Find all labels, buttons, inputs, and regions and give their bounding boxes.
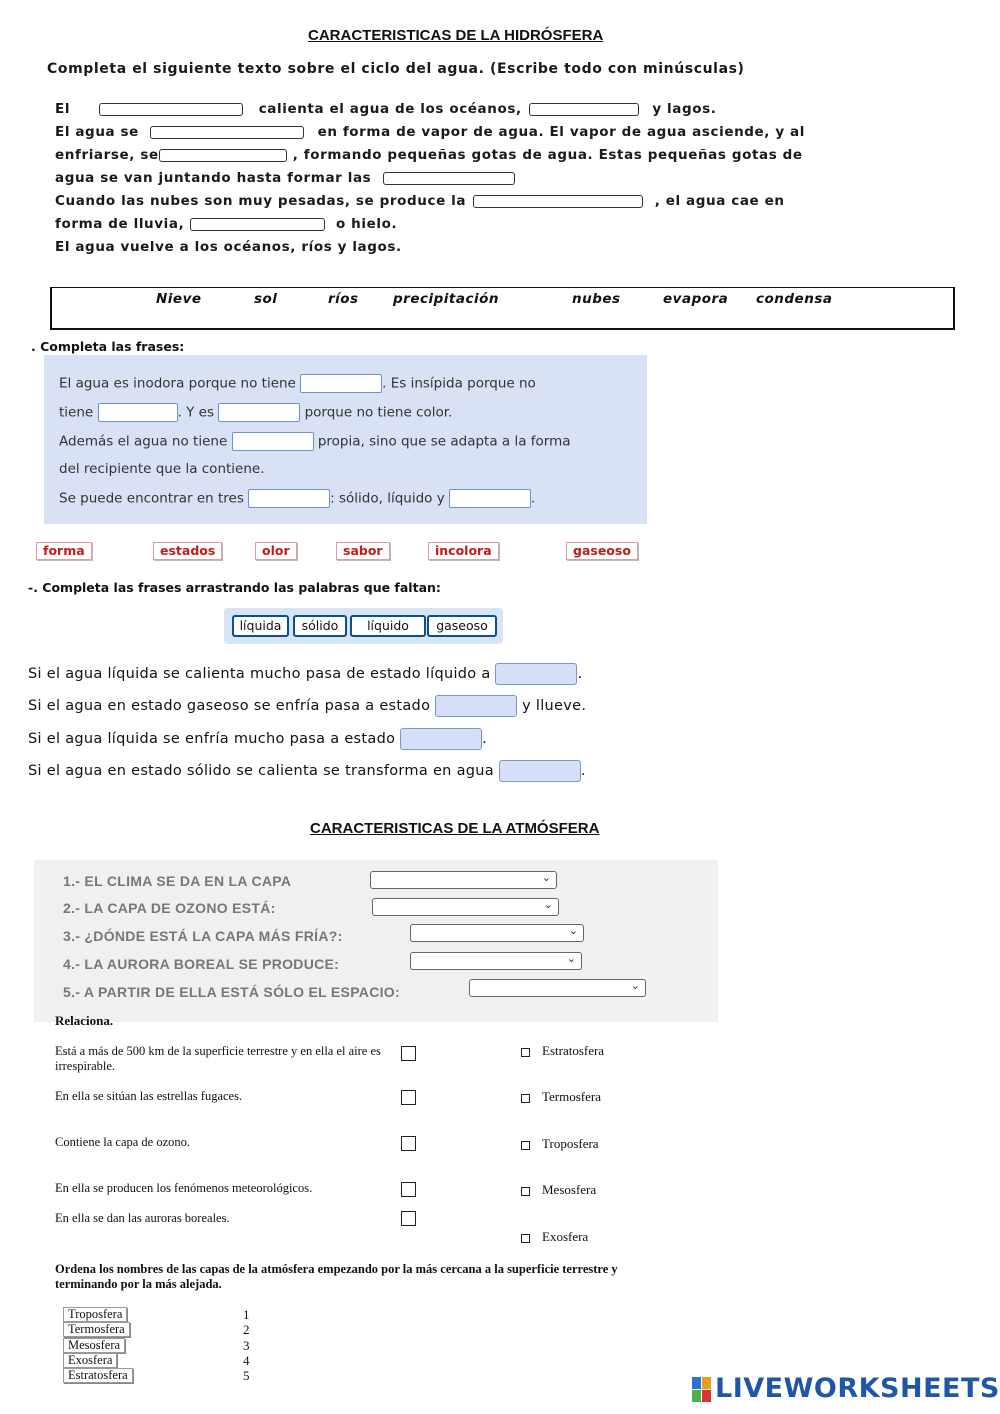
answer-input[interactable] xyxy=(383,172,515,185)
drag-chip[interactable]: gaseoso xyxy=(427,615,497,637)
relate-right-item[interactable] xyxy=(521,1043,604,1059)
text: Mesosfera xyxy=(542,1182,597,1197)
answer-select[interactable] xyxy=(410,952,582,970)
dropdown-question: 1.- EL CLIMA SE DA EN LA CAPA xyxy=(63,873,292,889)
match-checkbox[interactable] xyxy=(401,1046,416,1061)
word-bank-item[interactable]: evapora xyxy=(663,291,729,307)
text: enfriarse, se xyxy=(55,147,159,163)
answer-input[interactable] xyxy=(98,403,178,422)
order-number: 3 xyxy=(243,1338,250,1353)
word-bank-item[interactable]: ríos xyxy=(328,291,359,307)
text: Cuando las nubes son muy pesadas, se produce la xyxy=(55,193,467,209)
text: Termosfera xyxy=(542,1089,602,1104)
drag-chip[interactable]: forma xyxy=(36,542,92,560)
match-checkbox[interactable] xyxy=(401,1211,416,1226)
text: Estratosfera xyxy=(542,1043,605,1058)
state-sentence xyxy=(28,663,582,685)
order-chip[interactable]: Mesosfera xyxy=(63,1338,125,1353)
order-number: 5 xyxy=(243,1368,250,1383)
phrases-box xyxy=(44,355,647,524)
answer-drop-zone[interactable] xyxy=(400,728,482,750)
order-chip[interactable]: Estratosfera xyxy=(63,1368,133,1383)
chevron-down-icon: ⌄ xyxy=(568,924,578,937)
relate-left-item: Está a más de 500 km de la superficie terrestre y en ella el aire es irrespirable. xyxy=(55,1044,381,1073)
answer-drop-zone[interactable] xyxy=(435,695,517,717)
text: . Y es xyxy=(177,404,214,421)
text: . xyxy=(531,490,536,507)
text: Si el agua en estado sólido se calienta se transforma en agua xyxy=(28,763,494,779)
dropdown-question: 3.- ¿DÓNDE ESTÁ LA CAPA MÁS FRÍA?: xyxy=(63,928,343,944)
drag-chip[interactable]: líquido xyxy=(350,615,426,637)
phrase-line xyxy=(59,403,452,422)
logo-text: LIVEWORKSHEETS xyxy=(715,1373,1000,1404)
phrase-line xyxy=(59,432,571,451)
answer-drop-zone[interactable] xyxy=(499,760,581,782)
text: y llueve. xyxy=(522,698,587,714)
text: propia, sino que se adapta a la forma xyxy=(317,433,571,450)
answer-select[interactable] xyxy=(469,979,646,997)
text: . Es insípida porque no xyxy=(382,375,536,392)
match-checkbox[interactable] xyxy=(401,1136,416,1151)
checkbox-icon[interactable] xyxy=(521,1048,530,1057)
state-sentence xyxy=(28,695,586,717)
cycle-instruction: Completa el siguiente texto sobre el ciclo del agua. (Escribe todo con minúsculas) xyxy=(47,61,745,77)
text: : sólido, líquido y xyxy=(330,490,445,507)
state-sentence xyxy=(28,760,586,782)
drag-chip[interactable]: gaseoso xyxy=(566,542,638,560)
text: Se puede encontrar en tres xyxy=(59,490,244,507)
cycle-line-5 xyxy=(55,193,785,209)
checkbox-icon[interactable] xyxy=(521,1234,530,1243)
order-chip[interactable]: Troposfera xyxy=(63,1307,127,1322)
text: , formando pequeñas gotas de agua. Estas pequeñas gotas de xyxy=(292,147,803,163)
ordena-heading: Ordena los nombres de las capas de la atmósfera empezando por la más cercana a la superficie terrestre y terminando por la más alejada. xyxy=(55,1262,618,1291)
text: Troposfera xyxy=(542,1136,599,1151)
answer-input[interactable] xyxy=(529,103,639,116)
word-bank-item[interactable]: condensa xyxy=(756,291,833,307)
cycle-line-7: El agua vuelve a los océanos, ríos y lagos. xyxy=(55,239,402,255)
answer-input[interactable] xyxy=(473,195,643,208)
answer-input[interactable] xyxy=(248,489,330,508)
word-bank xyxy=(50,287,955,330)
text: . xyxy=(482,731,488,747)
word-bank-item[interactable]: Nieve xyxy=(156,291,202,307)
cycle-line-3 xyxy=(55,147,803,163)
text: o hielo. xyxy=(335,216,398,232)
text: . xyxy=(580,763,586,779)
relate-left-item: En ella se sitúan las estrellas fugaces. xyxy=(55,1089,243,1103)
word-bank-item[interactable]: sol xyxy=(254,291,278,307)
answer-input[interactable] xyxy=(99,103,243,116)
answer-select[interactable] xyxy=(370,871,557,889)
text: Si el agua en estado gaseoso se enfría pasa a estado xyxy=(28,698,431,714)
answer-select[interactable] xyxy=(372,898,559,916)
cycle-line-6 xyxy=(55,216,397,232)
drag-chip[interactable]: olor xyxy=(255,542,297,560)
order-number: 4 xyxy=(243,1353,250,1368)
states-chip-bar xyxy=(224,608,503,644)
states-heading: -. Completa las frases arrastrando las palabras que faltan: xyxy=(28,580,441,595)
hidrosfera-title: CARACTERISTICAS DE LA HIDRÓSFERA xyxy=(308,27,604,44)
text: El xyxy=(55,101,71,117)
relaciona-heading: Relaciona. xyxy=(55,1013,114,1028)
order-chip[interactable]: Termosfera xyxy=(63,1322,130,1337)
text: tiene xyxy=(59,404,94,421)
match-checkbox[interactable] xyxy=(401,1182,416,1197)
answer-input[interactable] xyxy=(218,403,300,422)
phrase-line: del recipiente que la contiene. xyxy=(59,461,265,477)
atmosfera-title: CARACTERISTICAS DE LA ATMÓSFERA xyxy=(310,820,600,837)
text: El agua se xyxy=(55,124,139,140)
dropdown-question: 5.- A PARTIR DE ELLA ESTÁ SÓLO EL ESPACIO: xyxy=(63,984,400,1000)
liveworksheets-logo xyxy=(692,1373,1000,1404)
relate-right-item[interactable] xyxy=(521,1089,601,1105)
order-number: 1 xyxy=(243,1307,250,1322)
chevron-down-icon: ⌄ xyxy=(630,979,640,992)
text: en forma de vapor de agua. El vapor de agua asciende, y al xyxy=(317,124,805,140)
match-checkbox[interactable] xyxy=(401,1090,416,1105)
text: , el agua cae en xyxy=(654,193,785,209)
text: Si el agua líquida se calienta mucho pasa de estado líquido a xyxy=(28,666,491,682)
relate-right-item[interactable] xyxy=(521,1136,599,1152)
checkbox-icon[interactable] xyxy=(521,1094,530,1103)
chevron-down-icon: ⌄ xyxy=(541,871,551,884)
word-bank-item[interactable]: nubes xyxy=(572,291,621,307)
answer-input[interactable] xyxy=(190,218,325,231)
phrases-heading: . Completa las frases: xyxy=(31,339,185,354)
drag-chip[interactable]: líquida xyxy=(232,615,289,637)
order-number: 2 xyxy=(243,1322,250,1337)
state-sentence xyxy=(28,728,487,750)
order-chip[interactable]: Exosfera xyxy=(63,1353,117,1368)
relate-left-item: Contiene la capa de ozono. xyxy=(55,1135,191,1149)
relate-right-item[interactable] xyxy=(521,1182,596,1198)
text: Si el agua líquida se enfría mucho pasa a estado xyxy=(28,731,396,747)
text: . xyxy=(577,666,583,682)
checkbox-icon[interactable] xyxy=(521,1187,530,1196)
drag-chip[interactable]: sabor xyxy=(336,542,390,560)
chevron-down-icon: ⌄ xyxy=(566,952,576,965)
dropdown-question: 4.- LA AURORA BOREAL SE PRODUCE: xyxy=(63,956,340,972)
answer-input[interactable] xyxy=(300,374,382,393)
drag-chip[interactable]: sólido xyxy=(293,615,347,637)
relate-left-item: En ella se dan las auroras boreales. xyxy=(55,1211,230,1225)
text: Exosfera xyxy=(542,1229,589,1244)
text: forma de lluvia, xyxy=(55,216,185,232)
answer-drop-zone[interactable] xyxy=(495,663,577,685)
logo-icon xyxy=(692,1377,712,1403)
text: El agua es inodora porque no tiene xyxy=(59,375,296,392)
text: Además el agua no tiene xyxy=(59,433,228,450)
chevron-down-icon: ⌄ xyxy=(543,898,553,911)
text: calienta el agua de los océanos, xyxy=(258,101,522,117)
answer-input[interactable] xyxy=(150,126,304,139)
phrase-line xyxy=(59,489,535,508)
cycle-line-2 xyxy=(55,124,805,140)
text: porque no tiene color. xyxy=(304,404,453,421)
drag-chip[interactable]: incolora xyxy=(428,542,499,560)
text: y lagos. xyxy=(652,101,717,117)
answer-input[interactable] xyxy=(232,432,314,451)
phrase-line xyxy=(59,374,536,393)
cycle-line-4 xyxy=(55,170,515,186)
relate-right-item[interactable] xyxy=(521,1229,588,1245)
word-bank-item[interactable]: precipitación xyxy=(393,291,499,307)
answer-input[interactable] xyxy=(449,489,531,508)
text: agua se van juntando hasta formar las xyxy=(55,170,372,186)
relate-left-item: En ella se producen los fenómenos meteorológicos. xyxy=(55,1181,313,1195)
drag-chip[interactable]: estados xyxy=(153,542,222,560)
checkbox-icon[interactable] xyxy=(521,1141,530,1150)
answer-input[interactable] xyxy=(159,149,287,162)
answer-select[interactable] xyxy=(410,924,584,942)
dropdown-question: 2.- LA CAPA DE OZONO ESTÁ: xyxy=(63,900,276,916)
cycle-line-1 xyxy=(55,101,716,117)
